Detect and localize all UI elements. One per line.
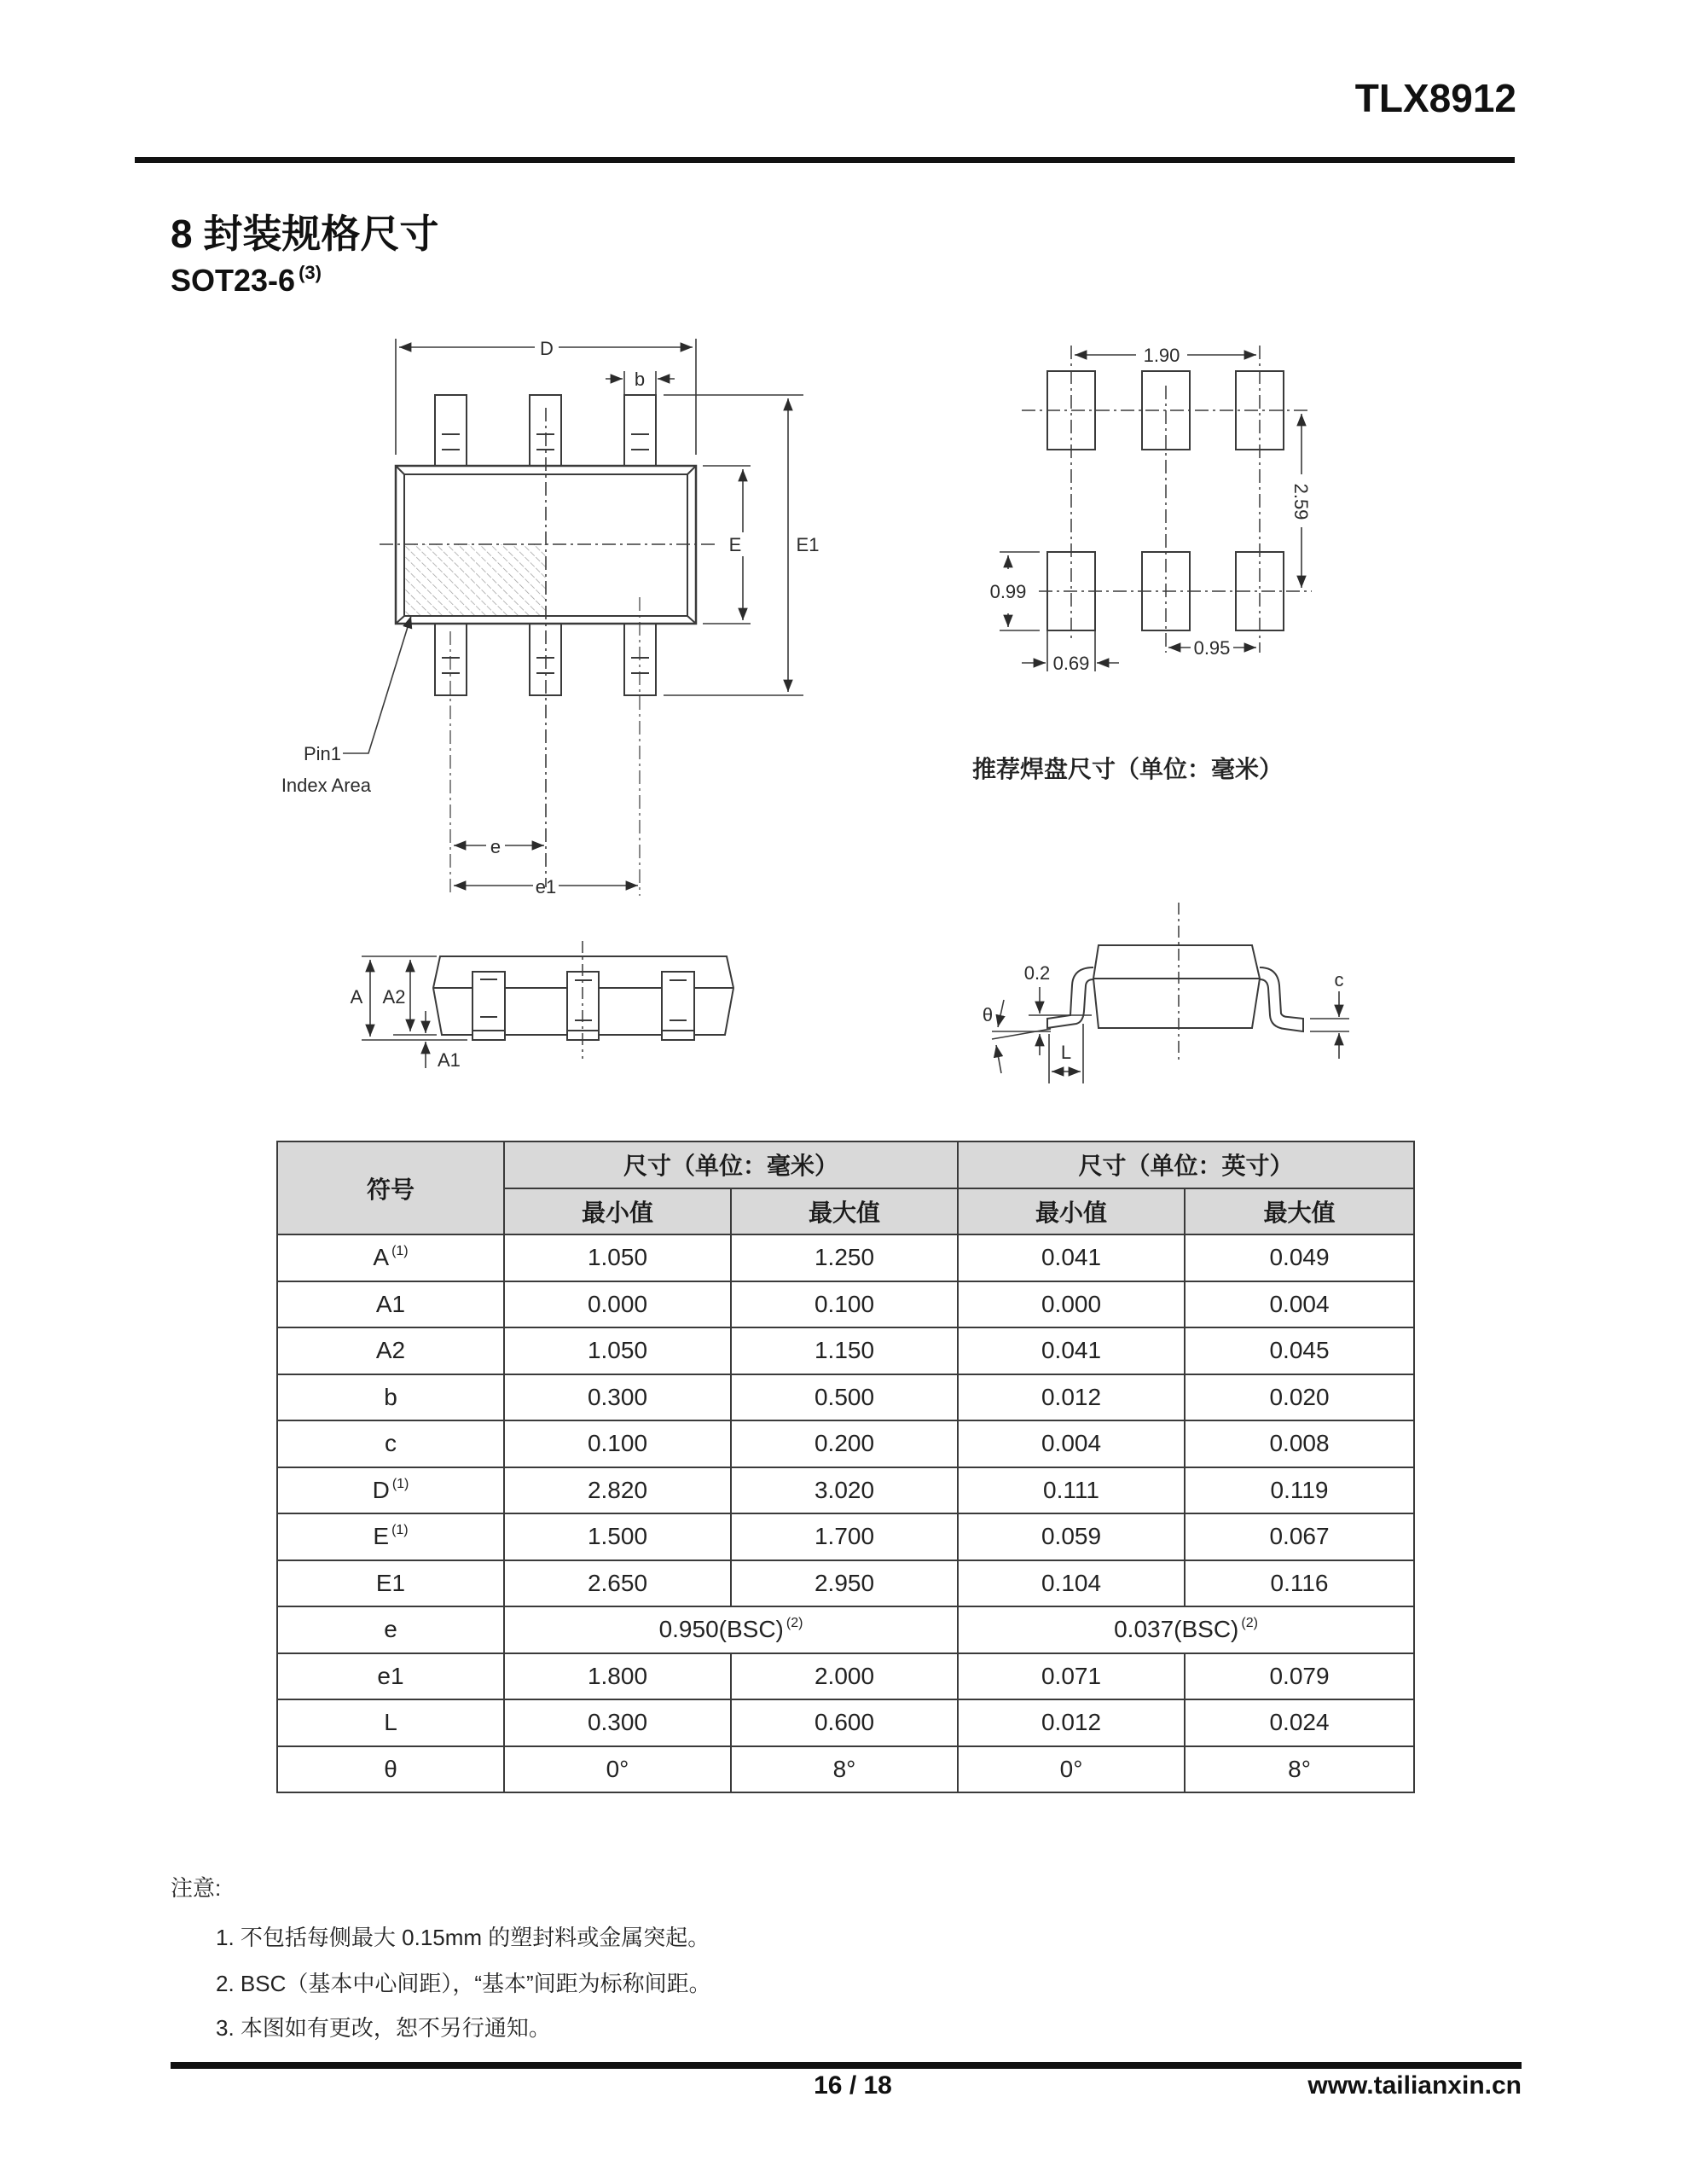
cell-in-min: [958, 1467, 1185, 1514]
cell-mm-max: [731, 1467, 958, 1514]
cell-symbol: [277, 1699, 504, 1746]
cell-symbol: [277, 1281, 504, 1328]
table-row: [277, 1234, 1414, 1281]
cell-in-min-text: 0.071: [1041, 1662, 1102, 1689]
cell-in-max: [1185, 1513, 1414, 1560]
cell-in-min-text: 0.111: [1043, 1476, 1099, 1503]
dim-label-0-95: 0.95: [1193, 637, 1231, 659]
symbol-text: E1: [375, 1569, 406, 1596]
cell-mm-min: [504, 1513, 731, 1560]
cell-in-min-text: 0.012: [1041, 1709, 1102, 1736]
cell-symbol: [277, 1234, 504, 1281]
cell-mm-min-text: 0°: [606, 1755, 629, 1782]
cell-in-max-text: 0.045: [1269, 1337, 1330, 1364]
cell-in-max-text: 0.008: [1269, 1430, 1330, 1457]
header-symbol: 符号: [277, 1141, 504, 1234]
note-item: 1. 不包括每侧最大 0.15mm 的塑封料或金属突起。: [216, 1925, 710, 1950]
package-note-ref: (3): [299, 262, 322, 283]
table-row: [277, 1560, 1414, 1607]
centerlines: [380, 408, 716, 896]
header-mm-min: 最小值: [504, 1188, 731, 1235]
cell-mm-min: [504, 1746, 731, 1793]
cell-mm-max-text: 0.200: [814, 1430, 875, 1457]
cell-in-min: [958, 1653, 1185, 1700]
cell-mm-max: [731, 1327, 958, 1374]
cell-in-min-text: 0.059: [1041, 1523, 1102, 1550]
cell-mm-min: [504, 1560, 731, 1607]
cell-symbol: [277, 1327, 504, 1374]
table-row: [277, 1746, 1414, 1793]
cell-mm-min-text: 2.650: [587, 1569, 648, 1596]
cell-mm-max-text: 8°: [832, 1755, 856, 1782]
table-row: [277, 1513, 1414, 1560]
dim-label-e: e: [490, 836, 501, 857]
part-number: TLX8912: [1354, 76, 1516, 120]
header-in-max: 最大值: [1185, 1188, 1414, 1235]
note-ref: (2): [786, 1616, 803, 1631]
notes-title: 注意:: [171, 1875, 222, 1901]
table-row: [277, 1699, 1414, 1746]
cell-in-max: [1185, 1420, 1414, 1467]
cell-in-min-text: 0.041: [1041, 1244, 1102, 1271]
dim-label-0-2: 0.2: [1023, 962, 1051, 984]
cell-mm-min: [504, 1653, 731, 1700]
cell-in-max: [1185, 1746, 1414, 1793]
cell-mm-max-text: 1.250: [814, 1244, 875, 1271]
cell-mm-min-text: 0.000: [587, 1290, 648, 1317]
cell-mm-min: [504, 1327, 731, 1374]
section-title: 8 封装规格尺寸: [171, 212, 439, 256]
symbol-text: L: [384, 1709, 397, 1736]
cell-mm-max-text: 3.020: [814, 1476, 875, 1503]
cell-symbol: [277, 1606, 504, 1653]
note-item: 2. BSC（基本中心间距），“基本”间距为标称间距。: [216, 1971, 711, 1996]
cell-mm-min-text: 2.820: [587, 1476, 648, 1503]
cell-in-max-text: 0.004: [1269, 1290, 1330, 1317]
index-area-label: Index Area: [281, 775, 371, 796]
cell-mm-min-text: 1.050: [587, 1244, 648, 1271]
cell-mm-min: [504, 1699, 731, 1746]
table-row: [277, 1467, 1414, 1514]
cell-in-min-text: 0.012: [1041, 1383, 1102, 1410]
dim-label-0-69: 0.69: [1052, 653, 1090, 674]
cell-in-max-text: 0.116: [1270, 1569, 1329, 1596]
cell-in-span: [958, 1606, 1414, 1653]
cell-in-max: [1185, 1699, 1414, 1746]
symbol-text: c: [385, 1430, 397, 1457]
cell-in-min: [958, 1699, 1185, 1746]
cell-in-max: [1185, 1281, 1414, 1328]
cell-mm-min: [504, 1281, 731, 1328]
end-view: [992, 903, 1349, 1083]
cell-in-max: [1185, 1234, 1414, 1281]
cell-in-span-text: 0.037(BSC): [1114, 1616, 1239, 1643]
table-row: [277, 1653, 1414, 1700]
side-pins: [472, 972, 694, 1040]
symbol-text: E: [373, 1523, 390, 1550]
cell-symbol: [277, 1653, 504, 1700]
pin1-label: Pin1: [303, 743, 341, 764]
cell-mm-max: [731, 1513, 958, 1560]
cell-in-min: [958, 1234, 1185, 1281]
cell-in-min: [958, 1327, 1185, 1374]
cell-symbol: [277, 1560, 504, 1607]
cell-in-max: [1185, 1374, 1414, 1421]
top-view: [343, 339, 803, 896]
symbol-text: A1: [375, 1290, 406, 1317]
cell-in-max-text: 0.020: [1269, 1383, 1330, 1410]
cell-mm-min-text: 1.800: [587, 1662, 648, 1689]
header-group-mm: 尺寸（单位：毫米）: [504, 1141, 958, 1188]
note-item: 3. 本图如有更改，恕不另行通知。: [216, 2015, 551, 2041]
dim-label-L: L: [1060, 1042, 1072, 1063]
cell-mm-min-text: 1.500: [587, 1523, 648, 1550]
cell-mm-max-text: 0.600: [814, 1709, 875, 1736]
symbol-text: A: [373, 1244, 390, 1271]
cell-in-min-text: 0.000: [1041, 1290, 1102, 1317]
cell-in-min: [958, 1420, 1185, 1467]
cell-in-max-text: 0.024: [1269, 1709, 1330, 1736]
dim-label-D: D: [540, 338, 554, 359]
dim-label-A1: A1: [438, 1049, 461, 1071]
footer-rule: [171, 2062, 1522, 2069]
symbol-text: b: [384, 1383, 397, 1410]
cell-in-max: [1185, 1560, 1414, 1607]
table-row: [277, 1374, 1414, 1421]
dim-label-E: E: [728, 534, 742, 555]
table-row: [277, 1606, 1414, 1653]
cell-in-min-text: 0.104: [1041, 1569, 1102, 1596]
cell-mm-max: [731, 1653, 958, 1700]
note-ref: (2): [1241, 1616, 1258, 1631]
cell-in-min: [958, 1746, 1185, 1793]
cell-in-min: [958, 1560, 1185, 1607]
cell-mm-max-text: 2.950: [814, 1569, 875, 1596]
cell-mm-min: [504, 1467, 731, 1514]
side-view: [362, 941, 733, 1068]
upper-pins: [435, 395, 656, 466]
cell-in-max-text: 0.067: [1269, 1523, 1330, 1550]
package-label: SOT23-6: [171, 263, 296, 298]
note-ref: (1): [391, 1523, 409, 1538]
cell-symbol: [277, 1746, 504, 1793]
land-pattern: [1000, 346, 1312, 671]
cell-mm-span-text: 0.950(BSC): [658, 1616, 784, 1643]
cell-mm-max-text: 2.000: [814, 1662, 875, 1689]
dim-label-0-99: 0.99: [989, 581, 1027, 602]
table-row: [277, 1281, 1414, 1328]
dim-label-A2: A2: [382, 986, 406, 1008]
cell-mm-min: [504, 1420, 731, 1467]
cell-mm-min: [504, 1374, 731, 1421]
dimension-table: [276, 1141, 1415, 1793]
table-header-row: [277, 1141, 1414, 1188]
note-ref: (1): [391, 1244, 409, 1259]
symbol-text: θ: [384, 1755, 397, 1782]
cell-mm-max-text: 1.150: [814, 1337, 875, 1364]
symbol-text: A2: [375, 1337, 406, 1364]
cell-mm-span: [504, 1606, 958, 1653]
cell-in-min: [958, 1374, 1185, 1421]
cell-mm-min-text: 0.300: [587, 1709, 648, 1736]
cell-in-max: [1185, 1327, 1414, 1374]
cell-mm-max: [731, 1281, 958, 1328]
dim-label-e1: e1: [535, 876, 557, 897]
page-number: 16 / 18: [814, 2071, 892, 2100]
cell-mm-max-text: 0.100: [814, 1290, 875, 1317]
cell-symbol: [277, 1513, 504, 1560]
dim-label-1-90: 1.90: [1143, 345, 1180, 366]
header-in-min: 最小值: [958, 1188, 1185, 1235]
dim-label-2-59: 2.59: [1290, 483, 1312, 520]
dim-label-theta: θ: [982, 1004, 994, 1025]
cell-mm-min-text: 1.050: [587, 1337, 648, 1364]
table-row: [277, 1420, 1414, 1467]
cell-in-max: [1185, 1653, 1414, 1700]
cell-mm-max: [731, 1560, 958, 1607]
land-pattern-caption: 推荐焊盘尺寸（单位：毫米）: [972, 756, 1284, 782]
note-ref: (1): [391, 1476, 409, 1491]
cell-mm-min-text: 0.100: [587, 1430, 648, 1457]
cell-symbol: [277, 1374, 504, 1421]
cell-in-min-text: 0.041: [1041, 1337, 1102, 1364]
cell-symbol: [277, 1467, 504, 1514]
pin1-index-area: [404, 544, 546, 616]
cell-in-min: [958, 1281, 1185, 1328]
cell-mm-max: [731, 1234, 958, 1281]
symbol-text: D: [372, 1476, 390, 1503]
table-row: [277, 1327, 1414, 1374]
symbol-text: e1: [377, 1662, 404, 1689]
dim-label-b: b: [634, 369, 646, 390]
cell-mm-max: [731, 1746, 958, 1793]
cell-in-max-text: 0.119: [1270, 1476, 1329, 1503]
cell-symbol: [277, 1420, 504, 1467]
cell-in-min-text: 0°: [1059, 1755, 1083, 1782]
website-link[interactable]: www.tailianxin.cn: [1307, 2071, 1522, 2100]
cell-mm-min-text: 0.300: [587, 1383, 648, 1410]
dim-label-A: A: [350, 986, 363, 1008]
cell-mm-max: [731, 1699, 958, 1746]
header-mm-max: 最大值: [731, 1188, 958, 1235]
cell-mm-max-text: 1.700: [814, 1523, 875, 1550]
cell-in-min: [958, 1513, 1185, 1560]
cell-in-min-text: 0.004: [1041, 1430, 1102, 1457]
header-group-inch: 尺寸（单位：英寸）: [958, 1141, 1414, 1188]
cell-mm-max: [731, 1420, 958, 1467]
end-view-labels: [983, 962, 1344, 1063]
cell-mm-max: [731, 1374, 958, 1421]
cell-in-max-text: 0.079: [1269, 1662, 1330, 1689]
cell-in-max-text: 8°: [1288, 1755, 1311, 1782]
cell-mm-min: [504, 1234, 731, 1281]
symbol-text: e: [384, 1616, 397, 1643]
cell-in-max: [1185, 1467, 1414, 1514]
cell-in-max-text: 0.049: [1269, 1244, 1330, 1271]
land-pattern-labels: [990, 345, 1312, 674]
dim-label-c: c: [1334, 969, 1344, 990]
dim-label-E1: E1: [796, 534, 820, 555]
side-view-labels: [348, 985, 461, 1071]
cell-mm-max-text: 0.500: [814, 1383, 875, 1410]
